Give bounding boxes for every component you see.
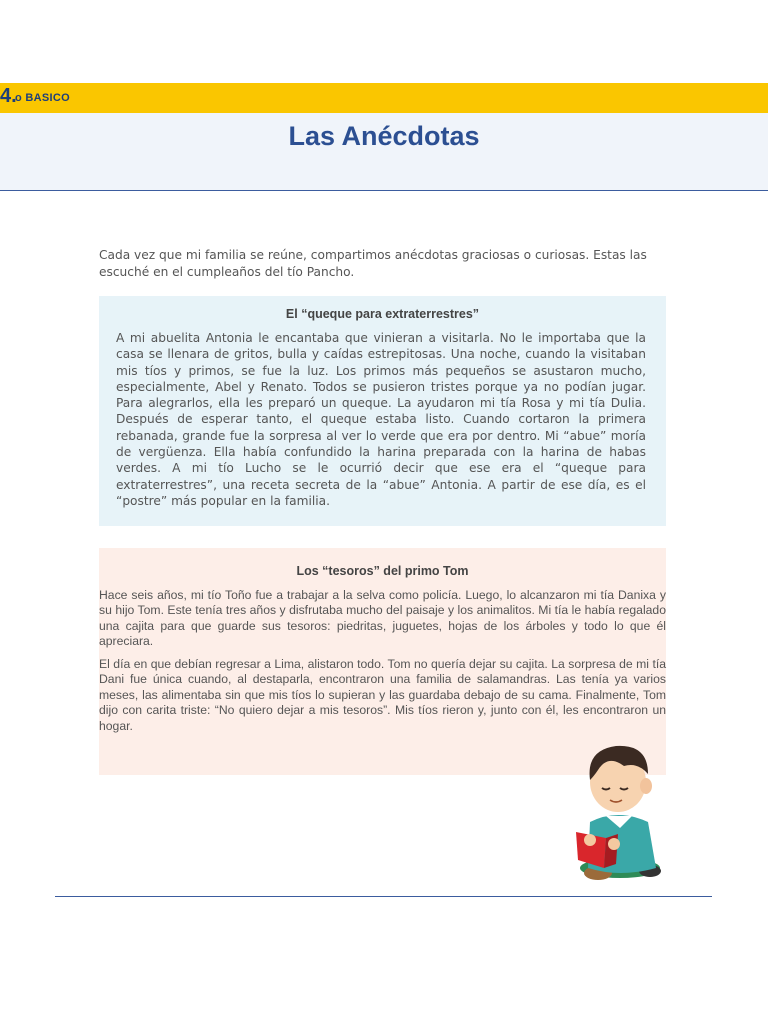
grade-label: o BASICO: [15, 92, 70, 104]
story-text-queque: A mi abuelita Antonia le encantaba que vinieran a visitarla. No le importaba que la casa se llenara de gritos, bulla y caídas estrepitosas. Una noche, cuando la visitaban mis tíos y primos, se fue la luz. Los primos más pequeños se asustaron mucho, especialmente, Abel y Renato. Todos se pusieron tristes porque ya no podían jugar. Para alegrarlos, ella les preparó un queque. La ayudaron mi tía Rosa y mi tía Dulia. Después de esperar tanto, el queque estaba listo. Cuando cortaron la primera rebanada, grande fue la sorpresa al ver lo verde que era por dentro. Mi “abue” moría de vergüenza. Ella había confundido la harina preparada con la harina de habas verdes. A mi tío Lucho se le ocurrió decir que ese era el “queque para extraterrestres”, una receta secreta de la “abue” Antonia. A partir de ese día, es el “postre” más popular en la familia.: [116, 331, 646, 508]
story-paragraph-2: El día en que debían regresar a Lima, alistaron todo. Tom no quería dejar su cajita. La sorpresa de mi tía Dani fue única cuando, al destaparla, encontraron una familia de salamandras. Las tenía ya varios meses, las alimentaba sin que mis tíos lo supieran y las guardaba debajo de su cama. Finalmente, Tom dijo con carita triste: “No quiero dejar a mis tesoros”. Mis tíos rieron y, junto con él, les encontraron un hogar.: [99, 657, 666, 733]
story-title-queque: El “queque para extraterrestres”: [285, 307, 480, 321]
grade-bar: [0, 83, 768, 113]
bottom-divider: [55, 896, 712, 897]
story-box-queque: [99, 296, 666, 526]
story-paragraph-1: Hace seis años, mi tío Toño fue a trabajar a la selva como policía. Luego, lo alcanzaron mi tía Danixa y su hijo Tom. Este tenía tres años y disfrutaba mucho del paisaje y los animalitos. Mi tía le había regalado una cajita para que guarde sus tesoros: piedritas, juguetes, hojas de los árboles y todo lo que él apreciara.: [99, 588, 666, 649]
story-title-tesoros: Los “tesoros” del primo Tom: [296, 564, 469, 578]
boy-reading-illustration: [568, 740, 668, 885]
page-title: Las Anécdotas: [288, 121, 480, 151]
title-band: [0, 113, 768, 191]
grade-number: 4.: [0, 85, 17, 107]
intro-paragraph: Cada vez que mi familia se reúne, compartimos anécdotas graciosas o curiosas. Estas las escuché en el cumpleaños del tío Pancho.: [99, 248, 647, 279]
